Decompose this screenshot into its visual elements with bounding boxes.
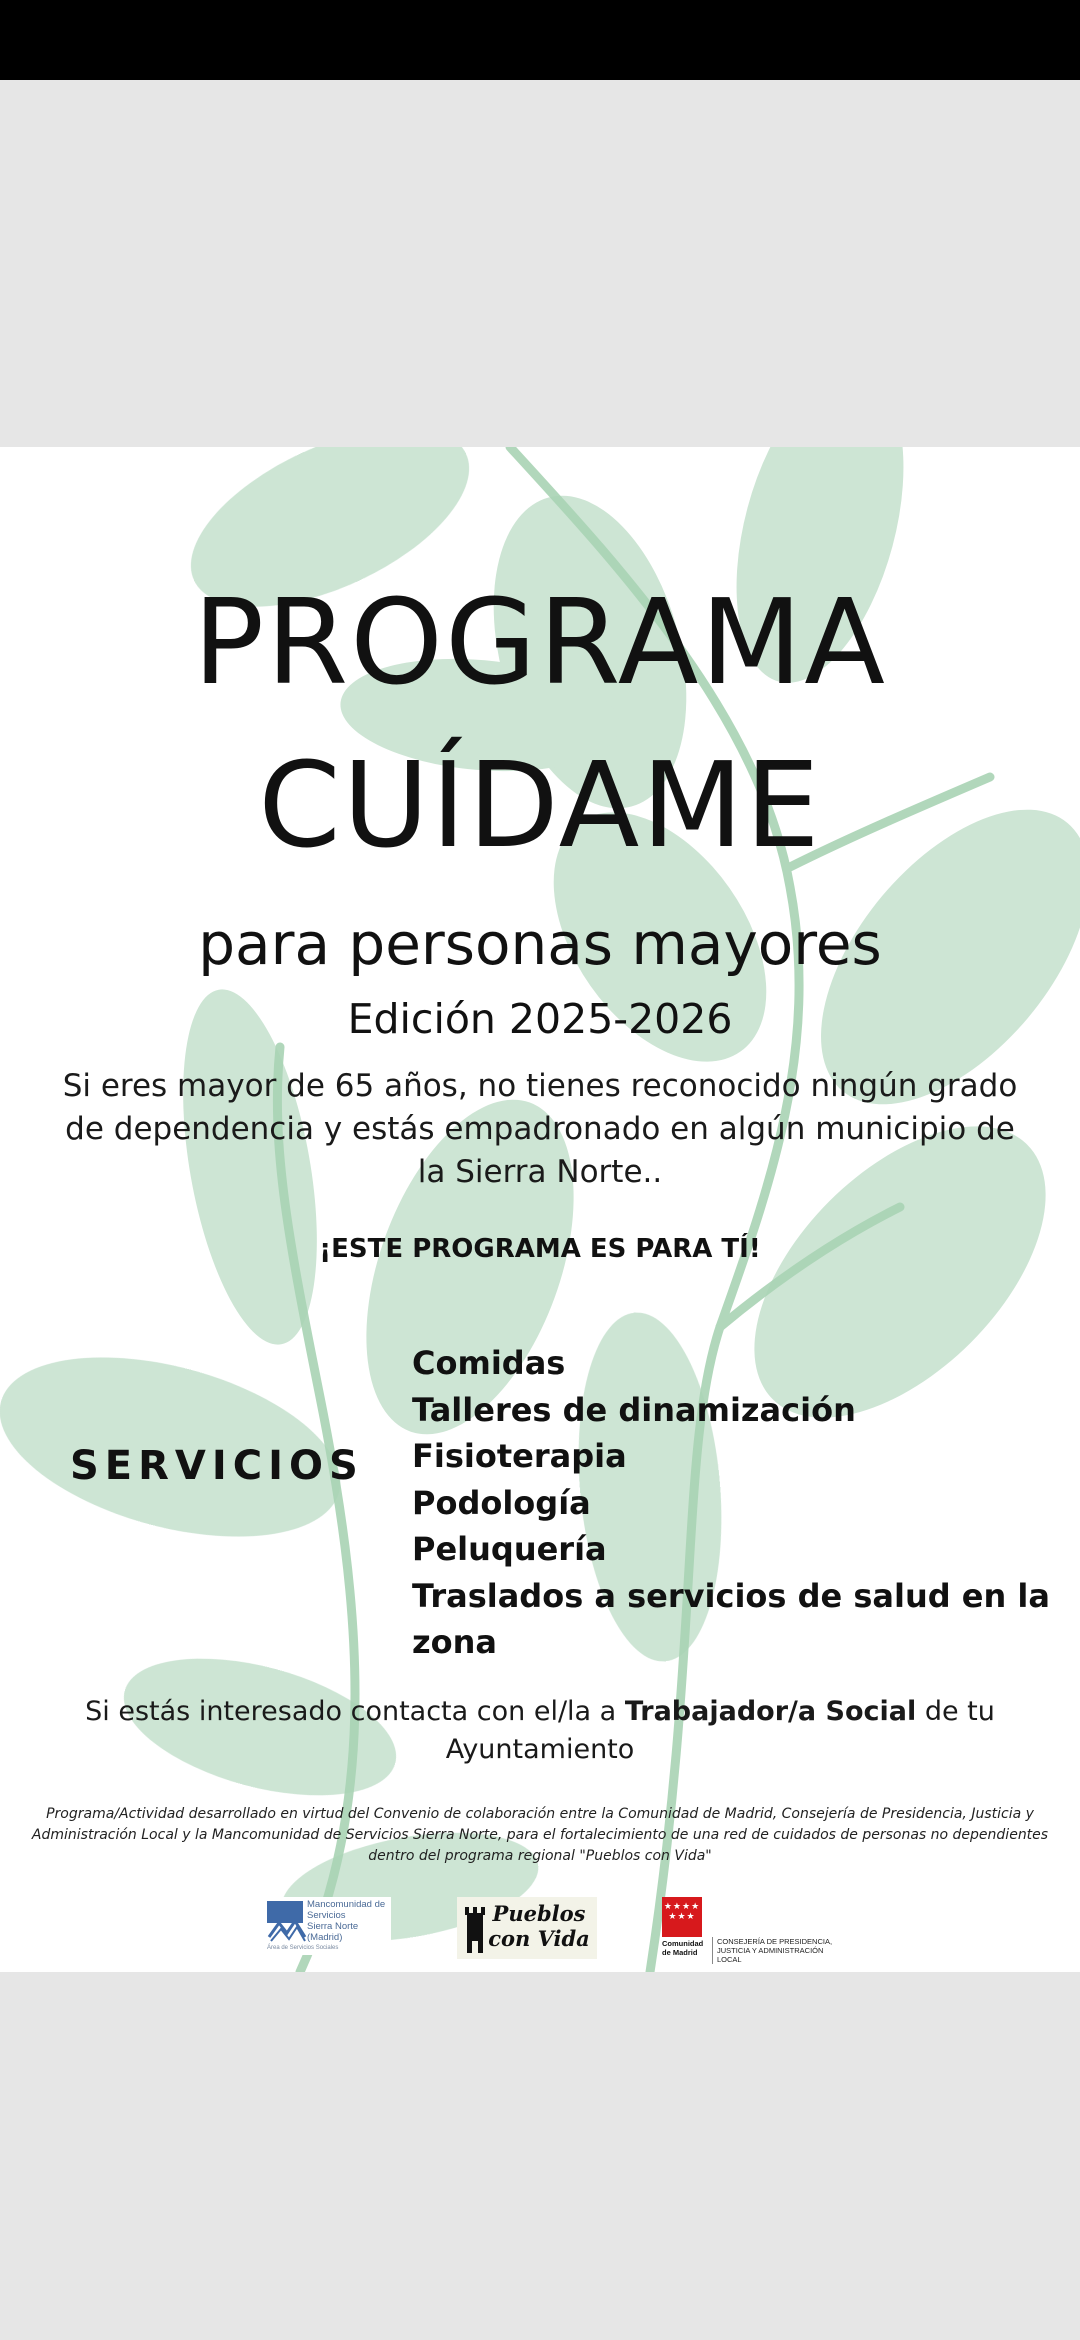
service-item: Podología	[412, 1483, 591, 1522]
pueblos-text-2: con Vida	[488, 1926, 590, 1951]
poster-title-line-1: PROGRAMA	[193, 573, 887, 711]
services-heading: SERVICIOS	[70, 1443, 364, 1489]
services-list	[412, 1340, 1080, 1666]
poster-title-line-2: CUÍDAME	[258, 736, 822, 874]
comunidad-de-madrid-logo	[660, 1897, 850, 1964]
mancomunidad-logo	[265, 1897, 391, 1955]
madrid-name-1: Comunidad	[662, 1939, 704, 1948]
intro-text: Si eres mayor de 65 años, no tienes reconocido ningún grado de dependencia y estás empadronado en algún municipio de la Sierra Norte..	[62, 1068, 1018, 1190]
mancomunidad-logo-text	[307, 1899, 391, 1943]
pueblos-con-vida-text	[485, 1901, 593, 1951]
poster-content	[0, 447, 1080, 1972]
service-item: Fisioterapia	[412, 1437, 627, 1475]
contact-text-post: de tu Ayuntamiento	[445, 1696, 995, 1765]
mancomunidad-subtext: Área de Servicios Sociales	[267, 1945, 339, 1951]
pueblos-con-vida-logo	[457, 1897, 597, 1959]
madrid-dept-1: CONSEJERÍA DE PRESIDENCIA,	[717, 1937, 833, 1946]
mancomunidad-text-2: Servicios	[307, 1910, 346, 1921]
mancomunidad-text-1: Mancomunidad de	[307, 1899, 386, 1910]
service-item: Comidas	[412, 1344, 566, 1382]
pueblos-text-1: Pueblos	[492, 1901, 586, 1926]
service-item: Talleres de dinamización	[412, 1390, 856, 1429]
contact-text-pre: Si estás interesado contacta con el/la a	[85, 1696, 625, 1727]
call-to-action: ¡ESTE PROGRAMA ES PARA TÍ!	[319, 1234, 761, 1264]
sponsor-logos	[0, 1897, 1080, 1967]
madrid-name-2: de Madrid	[662, 1948, 698, 1957]
funding-disclaimer: Programa/Actividad desarrollado en virtud del Convenio de colaboración entre la Comunidad de Madrid, Consejería de Presidencia, Justicia y Administración Local y la Mancomunidad de Servicios Sierra Norte, para el fortalecimiento de una red de cuidados de personas no dependientes dentro del programa regional "Pueblos con Vida"	[31, 1806, 1049, 1864]
madrid-dept-2: JUSTICIA Y ADMINISTRACIÓN LOCAL	[717, 1946, 824, 1964]
mountain-icon	[267, 1901, 307, 1945]
edition-label: Edición 2025-2026	[347, 995, 733, 1043]
contact-text	[80, 1693, 1000, 1769]
service-item: Traslados a servicios de salud en la zona	[412, 1576, 1050, 1661]
service-item: Peluquería	[412, 1530, 607, 1568]
tower-icon	[463, 1903, 487, 1953]
contact-text-highlight: Trabajador/a Social	[624, 1696, 917, 1727]
status-bar	[0, 0, 1080, 80]
poster	[0, 447, 1080, 1972]
stars-icon: ★★★★ ★★★	[663, 1901, 701, 1921]
poster-subtitle: para personas mayores	[198, 910, 882, 978]
madrid-logo-name	[662, 1939, 703, 1957]
mancomunidad-text-3: Sierra Norte (Madrid)	[307, 1921, 359, 1943]
madrid-department	[712, 1937, 850, 1964]
